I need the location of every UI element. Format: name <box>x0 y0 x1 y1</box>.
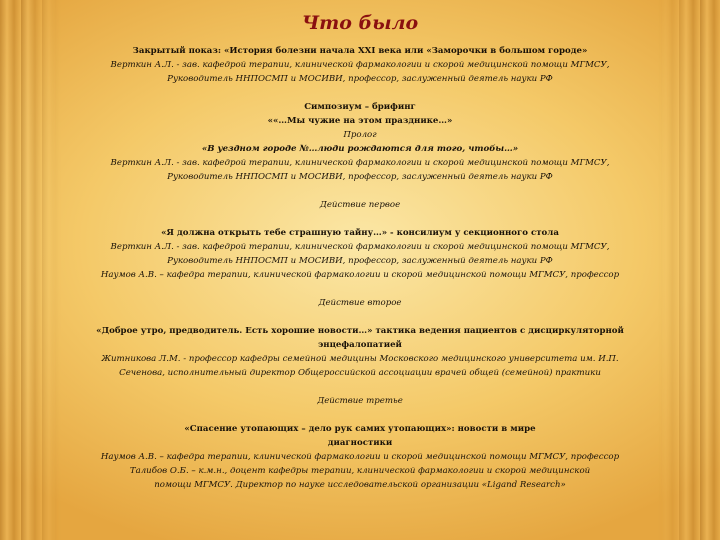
speaker-line: Наумов А.В. – кафедра терапии, клинической фармакологии и скорой медицинской помощи МГМСУ, профессор <box>100 270 620 280</box>
section-closed-show-title: Закрытый показ: «История болезни начала XXI века или «Заморочки в большом городе» <box>132 46 588 56</box>
curtain-left <box>0 0 62 540</box>
speaker-line: Верткин А.Л. - зав. кафедрой терапии, клинической фармакологии и скорой медицинской помощи МГМСУ, <box>110 242 610 252</box>
section-symposium-title: Симпозиум – брифинг <box>304 102 416 112</box>
prologue-title: «В уездном городе №…люди рождаются для того, чтобы…» <box>201 144 519 154</box>
speaker-line: Талибов О.Б. – к.м.н., доцент кафедры терапии, клинической фармакологии и скорой медицинской <box>129 466 591 476</box>
speaker-line: Наумов А.В. – кафедра терапии, клинической фармакологии и скорой медицинской помощи МГМСУ, профессор <box>100 452 620 462</box>
act-two-title-cont: энцефалопатией <box>318 340 402 350</box>
act-three-heading: Действие третье <box>317 396 403 406</box>
act-three-title-cont: диагностики <box>327 438 393 448</box>
speaker-line: Житникова Л.М. - профессор кафедры семейной медицины Московского медицинского университета им. И.П. <box>101 354 619 364</box>
speaker-line: Верткин А.Л. - зав. кафедрой терапии, клинической фармакологии и скорой медицинской помощи МГМСУ, <box>110 60 610 70</box>
speaker-line: Руководитель ННПОСМП и МОСИВИ, профессор, заслуженный деятель науки РФ <box>167 256 553 266</box>
act-two-title: «Доброе утро, предводитель. Есть хорошие новости…» тактика ведения пациентов с дисциркуляторной <box>96 326 624 336</box>
act-one-heading: Действие первое <box>319 200 401 210</box>
slide-title: Что было <box>301 12 419 34</box>
speaker-line: Сеченова, исполнительный директор Общероссийской ассоциации врачей общей (семейной) практики <box>119 368 601 378</box>
act-two-heading: Действие второе <box>318 298 402 308</box>
speaker-line: Руководитель ННПОСМП и МОСИВИ, профессор, заслуженный деятель науки РФ <box>167 74 553 84</box>
slide-content <box>66 12 654 492</box>
symposium-subtitle: ««…Мы чужие на этом празднике…» <box>267 116 453 126</box>
speaker-line: Верткин А.Л. - зав. кафедрой терапии, клинической фармакологии и скорой медицинской помощи МГМСУ, <box>110 158 610 168</box>
curtain-right <box>658 0 720 540</box>
speaker-line: помощи МГМСУ. Директор по науке исследовательской организации «Ligand Research» <box>154 480 566 490</box>
prologue-heading: Пролог <box>343 130 377 140</box>
speaker-line: Руководитель ННПОСМП и МОСИВИ, профессор, заслуженный деятель науки РФ <box>167 172 553 182</box>
act-three-title: «Спасение утопающих – дело рук самих утопающих»: новости в мире <box>184 424 536 434</box>
act-one-title: «Я должна открыть тебе страшную тайну…» - консилиум у секционного стола <box>161 228 559 238</box>
